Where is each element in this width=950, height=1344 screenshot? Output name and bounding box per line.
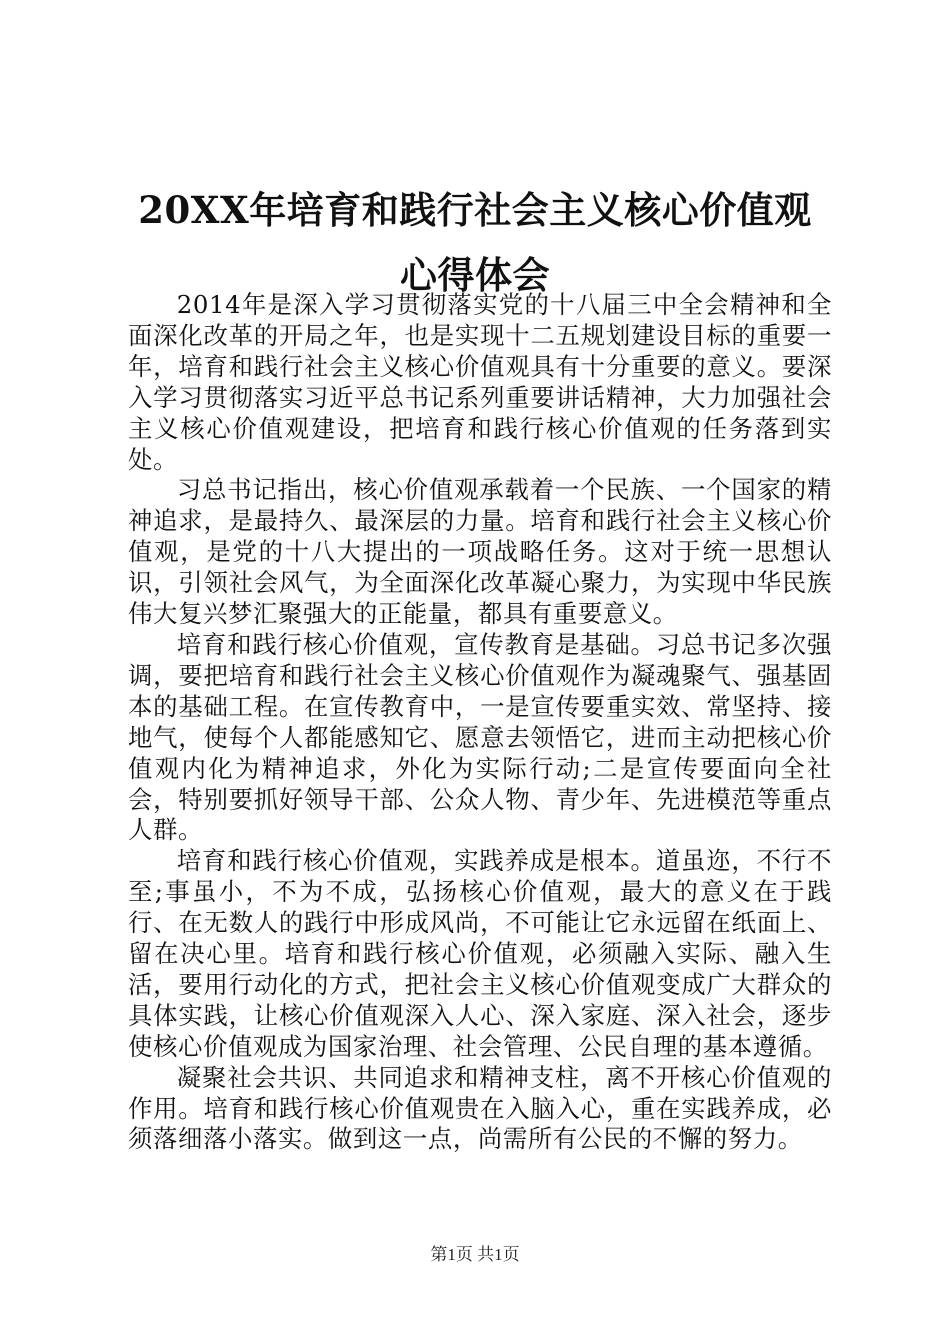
document-body	[128, 290, 832, 1155]
paragraph-1: 2014年是深入学习贯彻落实党的十八届三中全会精神和全面深化改革的开局之年，也是实现十二五规划建设目标的重要一年，培育和践行社会主义核心价值观具有十分重要的意义。要深入学习贯彻落实习近平总书记系列重要讲话精神，大力加强社会主义核心价值观建设，把培育和践行核心价值观的任务落到实处。	[128, 290, 832, 474]
paragraph-3: 培育和践行核心价值观，宣传教育是基础。习总书记多次强调，要把培育和践行社会主义核心价值观作为凝魂聚气、强基固本的基础工程。在宣传教育中，一是宣传要重实效、常坚持、接地气，使每个人都能感知它、愿意去领悟它，进而主动把核心价值观内化为精神追求，外化为实际行动;二是宣传要面向全社会，特别要抓好领导干部、公众人物、青少年、先进模范等重点人群。	[128, 629, 832, 845]
paragraph-2: 习总书记指出，核心价值观承载着一个民族、一个国家的精神追求，是最持久、最深层的力量。培育和践行社会主义核心价值观，是党的十八大提出的一项战略任务。这对于统一思想认识，引领社会风气，为全面深化改革凝心聚力，为实现中华民族伟大复兴梦汇聚强大的正能量，都具有重要意义。	[128, 475, 832, 629]
paragraph-5: 凝聚社会共识、共同追求和精神支柱，离不开核心价值观的作用。培育和践行核心价值观贵在入脑入心，重在实践养成，必须落细落小落实。做到这一点，尚需所有公民的不懈的努力。	[128, 1062, 832, 1154]
paragraph-4: 培育和践行核心价值观，实践养成是根本。道虽迩，不行不至;事虽小，不为不成，弘扬核心价值观，最大的意义在于践行、在无数人的践行中形成风尚，不可能让它永远留在纸面上、留在决心里。培育和践行核心价值观，必须融入实际、融入生活，要用行动化的方式，把社会主义核心价值观变成广大群众的具体实践，让核心价值观深入人心、深入家庭、深入社会，逐步使核心价值观成为国家治理、社会管理、公民自理的基本遵循。	[128, 846, 832, 1061]
document-title: 20XX年培育和践行社会主义核心价值观心得体会	[138, 188, 812, 297]
page-footer: 第1页 共1页	[430, 1245, 520, 1264]
